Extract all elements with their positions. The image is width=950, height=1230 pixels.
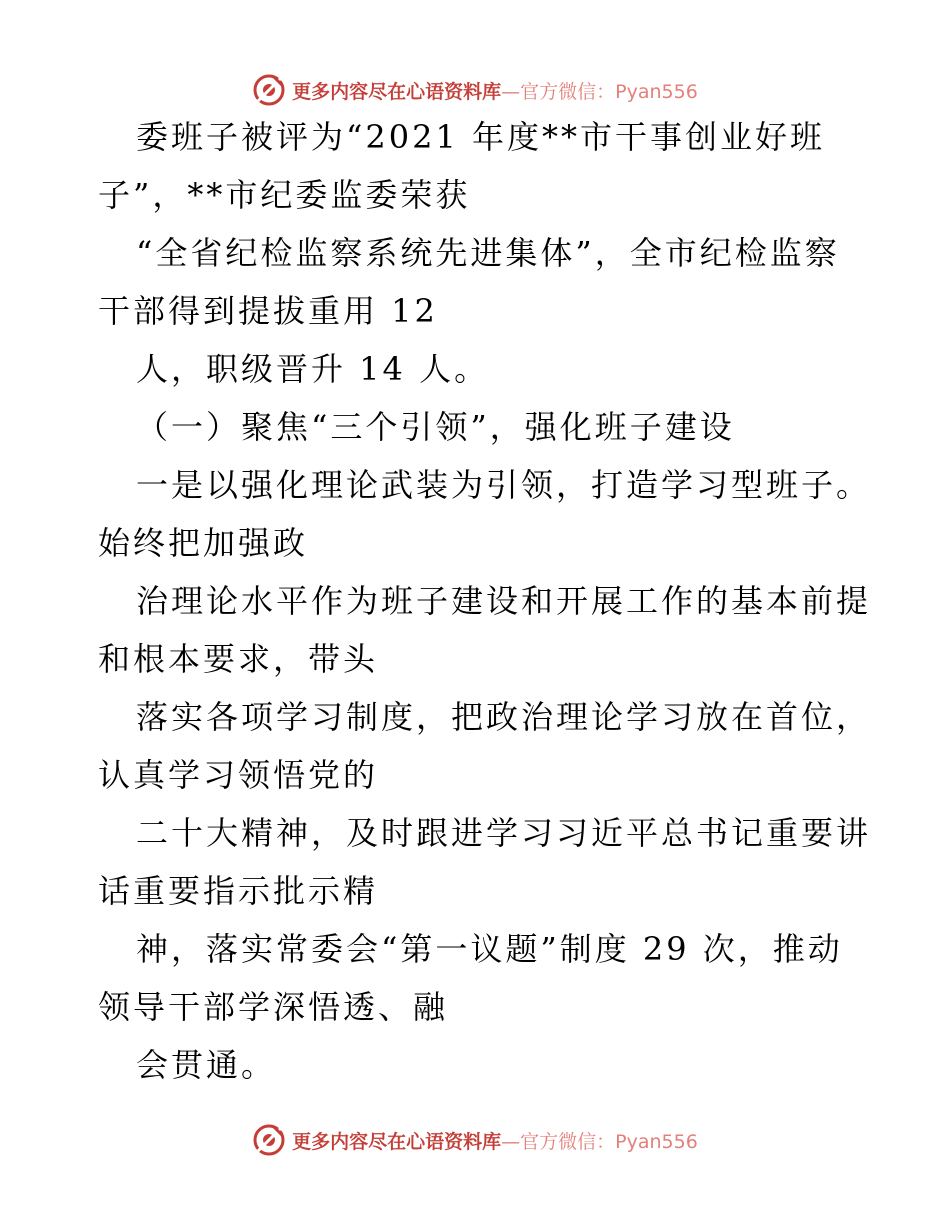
header-watermark-text: 更多内容尽在心语资料库—官方微信：Pyan556 <box>292 80 698 103</box>
body-line-7: 一是以强化理论武装为引领，打造学习型班子。 <box>136 466 872 504</box>
seal-logo-icon <box>252 73 286 107</box>
body-line-15: 神，落实常委会“第一议题”制度 29 次，推动 <box>136 930 843 968</box>
document-body <box>98 118 872 1106</box>
body-line-3: “全省纪检监察系统先进集体”，全市纪检监察 <box>136 234 840 272</box>
body-line-16: 领导干部学深悟透、融 <box>98 988 449 1026</box>
body-line-4: 干部得到提拔重用 12 <box>98 292 438 330</box>
footer-watermark-text: 更多内容尽在心语资料库—官方微信：Pyan556 <box>292 1130 698 1153</box>
header-watermark-banner <box>0 72 950 108</box>
body-line-12: 认真学习领悟党的 <box>98 756 379 794</box>
body-line-8: 始终把加强政 <box>98 524 309 562</box>
body-line-5: 人，职级晋升 14 人。 <box>136 350 490 388</box>
body-line-1: 委班子被评为“2021 年度**市干事创业好班 <box>136 118 825 156</box>
body-line-2: 子”，**市纪委监委荣获 <box>98 176 471 214</box>
body-line-13: 二十大精神，及时跟进学习习近平总书记重要讲 <box>136 814 872 852</box>
section-heading: （一）聚焦“三个引领”，强化班子建设 <box>136 408 735 446</box>
body-line-11: 落实各项学习制度，把政治理论学习放在首位， <box>136 698 872 736</box>
body-line-9: 治理论水平作为班子建设和开展工作的基本前提 <box>136 582 872 620</box>
body-line-14: 话重要指示批示精 <box>98 872 379 910</box>
body-line-17: 会贯通。 <box>136 1046 277 1084</box>
seal-logo-icon <box>252 1123 286 1157</box>
body-line-10: 和根本要求，带头 <box>98 640 379 678</box>
footer-watermark-banner <box>0 1122 950 1158</box>
